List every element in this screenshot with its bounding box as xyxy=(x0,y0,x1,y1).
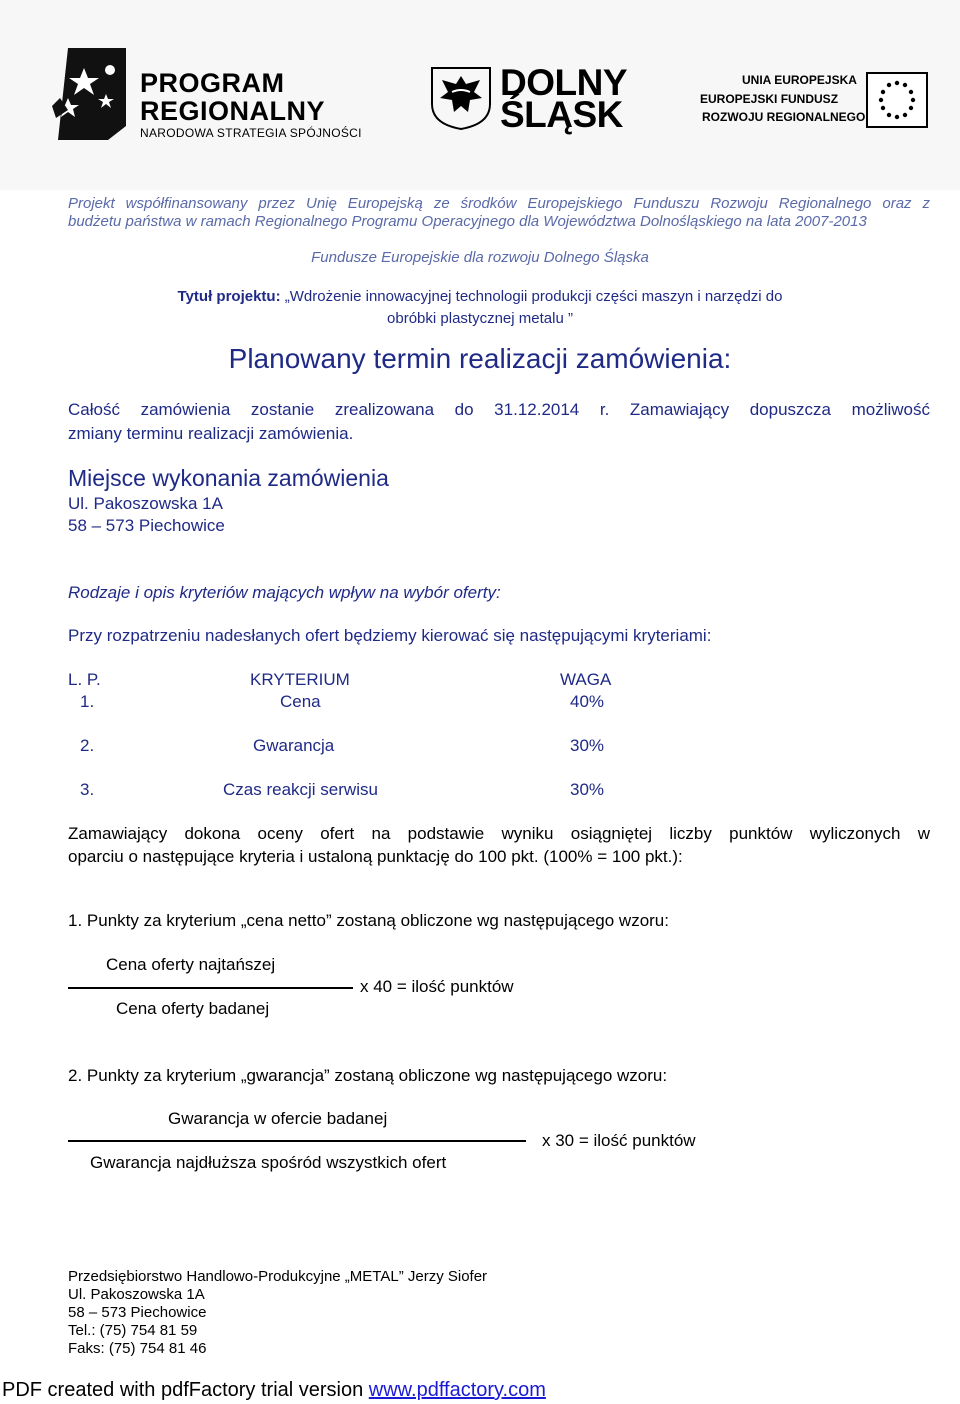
table-row-3-name: Czas reakcji serwisu xyxy=(223,780,378,799)
table-row-1-weight: 40% xyxy=(570,692,605,711)
place-city: 58 – 573 Piechowice xyxy=(68,516,225,535)
formula2-fraction-line xyxy=(68,1140,526,1142)
place-street: Ul. Pakoszowska 1A xyxy=(68,494,223,513)
criteria-heading: Rodzaje i opis kryteriów mających wpływ na wybór oferty: xyxy=(68,583,501,602)
table-header-lp: L. P. xyxy=(68,670,101,689)
dolny-slask-line1: DOLNY xyxy=(500,62,627,103)
formula2-denominator: Gwarancja najdłuższa spośród wszystkich ofert xyxy=(90,1153,447,1172)
place-title: Miejsce wykonania zamówienia xyxy=(68,465,389,491)
program-line3: NARODOWA STRATEGIA SPÓJNOŚCI xyxy=(140,126,362,140)
formula2-numerator: Gwarancja w ofercie badanej xyxy=(168,1109,388,1128)
formula1-result: x 40 = ilość punktów xyxy=(360,977,514,996)
project-title-label: Tytuł projektu: xyxy=(177,288,281,305)
table-row-1-lp: 1. xyxy=(80,692,95,711)
formula1-heading: 1. Punkty za kryterium „cena netto” zostaną obliczone wg następującego wzoru: xyxy=(68,911,669,930)
table-header-weight: WAGA xyxy=(560,670,612,689)
table-row-1-name: Cena xyxy=(280,692,321,711)
program-line1: PROGRAM xyxy=(140,68,285,98)
project-title-line2: obróbki plastycznej metalu ” xyxy=(387,310,573,327)
funds-line: Fundusze Europejskie dla rozwoju Dolnego Śląska xyxy=(311,249,649,266)
program-regionalny-logo xyxy=(48,46,368,142)
footer-tel: Tel.: (75) 754 81 59 xyxy=(68,1322,198,1339)
watermark-text: PDF created with pdfFactory trial version xyxy=(2,1379,369,1401)
eu-flag-icon xyxy=(866,72,928,128)
footer-fax: Faks: (75) 754 81 46 xyxy=(68,1340,207,1357)
formula2-heading: 2. Punkty za kryterium „gwarancja” zostaną obliczone wg następującego wzoru: xyxy=(68,1066,668,1085)
footer-street: Ul. Pakoszowska 1A xyxy=(68,1286,205,1303)
unia-line3: ROZWOJU REGIONALNEGO xyxy=(702,110,866,124)
project-title-line1 xyxy=(0,288,960,305)
table-row-2-name: Gwarancja xyxy=(253,736,335,755)
formula2-result: x 30 = ilość punktów xyxy=(542,1131,696,1150)
table-row-3-weight: 30% xyxy=(570,780,605,799)
pdffactory-link[interactable]: www.pdffactory.com xyxy=(368,1379,546,1401)
dolny-slask-line2: ŚLĄSK xyxy=(500,94,623,135)
footer-company: Przedsiębiorstwo Handlowo-Produkcyjne „METAL” Jerzy Siofer xyxy=(68,1268,488,1285)
term-line2: zmiany terminu realizacji zamówienia. xyxy=(68,424,354,443)
table-row-2-weight: 30% xyxy=(570,736,605,755)
term-line1: Całość zamówienia zostanie zrealizowana do 31.12.2014 r. Zamawiający dopuszcza możliwość xyxy=(68,400,930,419)
formula1-fraction-line xyxy=(68,987,353,989)
project-title-text: „Wdrożenie innowacyjnej technologii produkcji części maszyn i narzędzi do xyxy=(280,288,783,305)
unia-line1: UNIA EUROPEJSKA xyxy=(742,73,857,87)
pdffactory-watermark xyxy=(2,1379,546,1402)
program-line2: REGIONALNY xyxy=(140,96,326,126)
cofinance-line2: budżetu państwa w ramach Regionalnego Programu Operacyjnego dla Województwa Dolnośląskiego na lata 2007-2013 xyxy=(68,213,867,230)
formula1-denominator: Cena oferty badanej xyxy=(116,999,270,1018)
evaluation-line1: Zamawiający dokona oceny ofert na podstawie wyniku osiągniętej liczby punktów wyliczonych w xyxy=(68,824,930,843)
footer-city: 58 – 573 Piechowice xyxy=(68,1304,207,1321)
table-row-3-lp: 3. xyxy=(80,780,95,799)
cofinance-line1: Projekt współfinansowany przez Unię Europejską ze środków Europejskiego Funduszu Rozwoju Regionalnego oraz z xyxy=(68,195,930,212)
evaluation-line2: oparciu o następujące kryteria i ustaloną punktację do 100 pkt. (100% = 100 pkt.): xyxy=(68,847,683,866)
stars-figure-icon xyxy=(48,46,130,142)
formula1-numerator: Cena oferty najtańszej xyxy=(106,955,276,974)
table-header-criterion: KRYTERIUM xyxy=(250,670,350,689)
criteria-intro: Przy rozpatrzeniu nadesłanych ofert będziemy kierować się następującymi kryteriami: xyxy=(68,626,712,645)
dolny-slask-logo xyxy=(430,62,630,135)
table-row-2-lp: 2. xyxy=(80,736,95,755)
unia-line2: EUROPEJSKI FUNDUSZ xyxy=(700,92,839,106)
section-title: Planowany termin realizacji zamówienia: xyxy=(228,343,732,374)
unia-europejska-logo xyxy=(700,72,940,132)
eagle-coat-of-arms-icon xyxy=(430,66,492,130)
